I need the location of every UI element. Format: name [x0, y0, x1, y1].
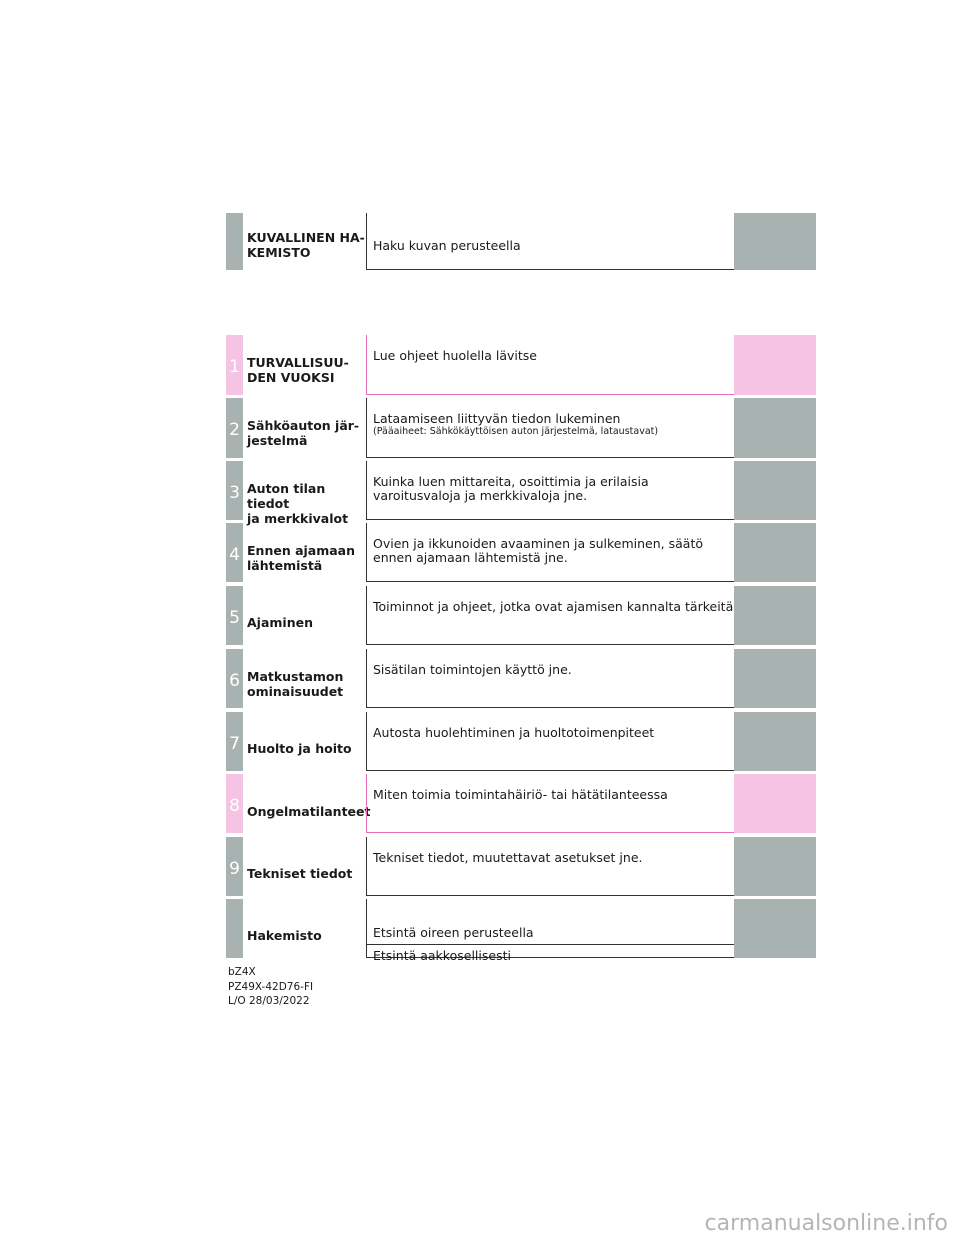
pictorial-index-row[interactable] — [226, 213, 816, 270]
chapter-number-5: 5 — [226, 586, 243, 645]
pictorial-index-title: KUVALLINEN HA- KEMISTO — [247, 230, 365, 260]
chapter-tab-4[interactable] — [734, 523, 816, 582]
chapter-tab-5[interactable] — [734, 586, 816, 645]
chapter-title-3: Auton tilan tiedot ja merkkivalot — [247, 481, 349, 526]
pictorial-index-tab[interactable] — [734, 213, 816, 270]
chapter-tab-9[interactable] — [734, 837, 816, 896]
chapter-row-5[interactable] — [226, 586, 816, 645]
chapter-title-7: Huolto ja hoito — [247, 741, 352, 756]
chapter-title-9: Tekniset tiedot — [247, 866, 353, 881]
chapter-tab-3[interactable] — [734, 461, 816, 520]
chapter-row-1[interactable] — [226, 335, 816, 395]
document-footer — [228, 965, 313, 1009]
index-description — [366, 899, 734, 963]
chapter-description-6: Sisätilan toimintojen käyttö jne. — [366, 649, 734, 708]
index-item-symptom[interactable]: Etsintä oireen perusteella — [373, 925, 534, 940]
chapter-title-5: Ajaminen — [247, 615, 313, 630]
chapter-number-2: 2 — [226, 398, 243, 458]
chapter-row-4[interactable] — [226, 523, 816, 582]
chapter-title-4: Ennen ajamaan lähtemistä — [247, 543, 356, 573]
chapter-tab-8[interactable] — [734, 774, 816, 833]
footer-code: PZ49X-42D76-FI — [228, 980, 314, 993]
chapter-tab-2[interactable] — [734, 398, 816, 458]
chapter-row-2[interactable] — [226, 398, 816, 458]
footer-model: bZ4X — [228, 966, 256, 978]
index-color-block — [226, 899, 243, 958]
chapter-description-9: Tekniset tiedot, muutettavat asetukset jne. — [366, 837, 734, 896]
chapter-description-7: Autosta huolehtiminen ja huoltotoimenpiteet — [366, 712, 734, 771]
chapter-title-1: TURVALLISUU- DEN VUOKSI — [247, 355, 349, 385]
chapter-description-1: Lue ohjeet huolella lävitse — [366, 335, 734, 395]
chapter-row-6[interactable] — [226, 649, 816, 708]
pictorial-index-color-block — [226, 213, 243, 270]
chapter-subtopics-2: (Pääaiheet: Sähkökäyttöisen auton järjestelmä, lataustavat) — [373, 426, 659, 437]
chapter-description-3: Kuinka luen mittareita, osoittimia ja erilaisia varoitusvaloja ja merkkivaloja jne. — [366, 461, 734, 520]
chapter-row-7[interactable] — [226, 712, 816, 771]
chapter-number-3: 3 — [226, 461, 243, 520]
chapter-number-1: 1 — [226, 335, 243, 395]
chapter-title-8: Ongelmatilanteet — [247, 804, 371, 819]
pictorial-index-description: Haku kuvan perusteella — [366, 213, 734, 270]
footer-date: L/O 28/03/2022 — [228, 995, 310, 1007]
chapter-row-8[interactable] — [226, 774, 816, 833]
chapter-row-9[interactable] — [226, 837, 816, 896]
chapter-number-7: 7 — [226, 712, 243, 771]
chapter-description-5: Toiminnot ja ohjeet, jotka ovat ajamisen kannalta tärkeitä — [366, 586, 734, 645]
chapter-title-6: Matkustamon ominaisuudet — [247, 669, 344, 699]
watermark: carmanualsonline.info — [704, 1211, 948, 1236]
chapter-number-8: 8 — [226, 774, 243, 833]
chapter-tab-6[interactable] — [734, 649, 816, 708]
chapter-title-2: Sähköauton jär- jestelmä — [247, 418, 360, 448]
index-item-alphabetical[interactable]: Etsintä aakkosellisesti — [367, 944, 734, 974]
chapter-description-4: Ovien ja ikkunoiden avaaminen ja sulkeminen, säätö ennen ajamaan lähtemistä jne. — [366, 523, 734, 582]
chapter-description-2: Lataamiseen liittyvän tiedon lukeminen (Pääaiheet: Sähkökäyttöisen auton järjestelmä, lataustavat) — [366, 398, 734, 458]
chapter-row-3[interactable] — [226, 461, 816, 526]
index-tab[interactable] — [734, 899, 816, 958]
index-title: Hakemisto — [247, 928, 322, 943]
chapter-tab-7[interactable] — [734, 712, 816, 771]
chapter-number-6: 6 — [226, 649, 243, 708]
chapter-number-4: 4 — [226, 523, 243, 582]
chapter-description-8: Miten toimia toimintahäiriö- tai hätätilanteessa — [366, 774, 734, 833]
chapter-number-9: 9 — [226, 837, 243, 896]
chapter-tab-1[interactable] — [734, 335, 816, 395]
index-row[interactable] — [226, 899, 816, 963]
